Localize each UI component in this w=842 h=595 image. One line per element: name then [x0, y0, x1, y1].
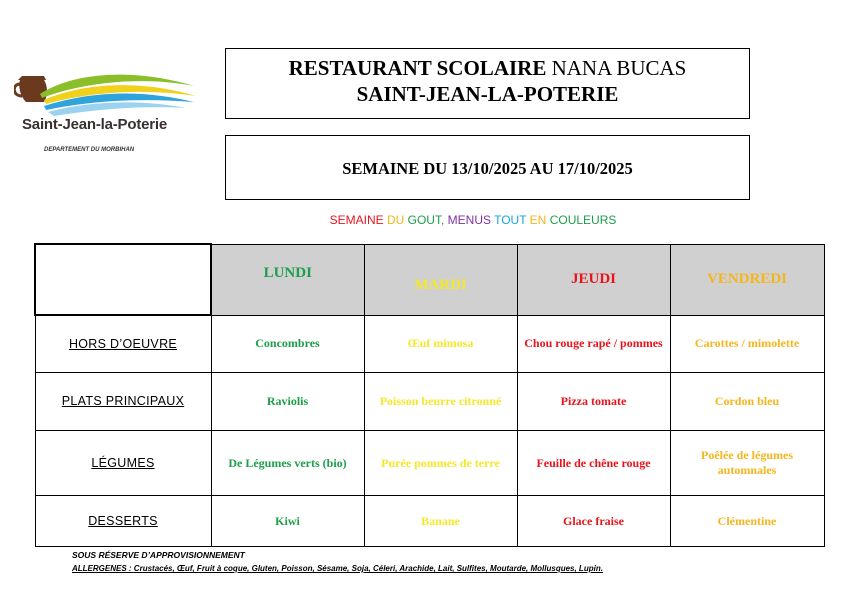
menu-cell: Carottes / mimolette — [670, 315, 824, 373]
menu-cell: Concombres — [211, 315, 364, 373]
menu-table — [34, 243, 825, 547]
menu-cell: Poisson beurre citronné — [364, 373, 517, 431]
table-header-row — [35, 244, 824, 315]
subtitle-word: EN — [529, 213, 550, 227]
menu-cell: Poêlée de légumes automnales — [670, 431, 824, 496]
restaurant-title-name: NANA BUCAS — [551, 56, 687, 80]
restaurant-title-bold: RESTAURANT SCOLAIRE — [288, 56, 547, 80]
subtitle-word: GOUT, — [407, 213, 448, 227]
day-header-lundi: LUNDI — [211, 244, 364, 315]
subtitle-word: MENUS — [447, 213, 495, 227]
menu-cell: Banane — [364, 496, 517, 547]
menu-cell: Pizza tomate — [517, 373, 670, 431]
allergens-list: Crustacés, Œuf, Fruit à coque, Gluten, Poisson, Sésame, Soja, Céleri, Arachide, Lait, Sulfites, Moutarde, Mollusques, Lupin. — [133, 564, 603, 573]
theme-subtitle — [0, 213, 842, 227]
menu-cell: De Légumes verts (bio) — [211, 431, 364, 496]
day-header-vendredi: VENDREDI — [670, 244, 824, 315]
menu-cell: Purée pommes de terre — [364, 431, 517, 496]
menu-cell: Kiwi — [211, 496, 364, 547]
day-header-jeudi: JEUDI — [517, 244, 670, 315]
allergens-line — [72, 564, 603, 573]
allergens-label: ALLERGENES : — [72, 564, 132, 573]
table-row — [35, 373, 824, 431]
logo-department: DEPARTEMENT DU MORBIHAN — [44, 147, 135, 153]
menu-cell: Chou rouge rapé / pommes — [517, 315, 670, 373]
menu-cell: Raviolis — [211, 373, 364, 431]
subtitle-word: TOUT — [494, 213, 530, 227]
row-label-hors-doeuvre: HORS D’OEUVRE — [35, 315, 211, 373]
table-corner-cell — [35, 244, 211, 315]
supply-note: SOUS RÉSERVE D’APPROVISIONNEMENT — [72, 550, 245, 560]
row-label-legumes: LÉGUMES — [35, 431, 211, 496]
table-row — [35, 496, 824, 547]
restaurant-title — [226, 55, 749, 81]
week-label: SEMAINE DU 13/10/2025 AU 17/10/2025 — [342, 159, 633, 178]
table-row — [35, 315, 824, 373]
subtitle-word: SEMAINE — [329, 213, 387, 227]
subtitle-word: COULEURS — [549, 213, 617, 227]
town-title: SAINT-JEAN-LA-POTERIE — [356, 82, 619, 106]
menu-cell: Cordon bleu — [670, 373, 824, 431]
week-box — [225, 135, 750, 200]
row-label-plats-principaux: PLATS PRINCIPAUX — [35, 373, 211, 431]
pottery-landscape-icon — [14, 66, 214, 116]
menu-cell: Glace fraise — [517, 496, 670, 547]
menu-cell: Feuille de chêne rouge — [517, 431, 670, 496]
row-label-desserts: DESSERTS — [35, 496, 211, 547]
table-row — [35, 431, 824, 496]
subtitle-word: DU — [386, 213, 408, 227]
day-header-mardi: MARDI — [364, 244, 517, 315]
logo-town-name: Saint-Jean-la-Poterie — [22, 116, 168, 133]
restaurant-title-box — [225, 48, 750, 119]
town-logo — [14, 66, 214, 158]
menu-cell: Clémentine — [670, 496, 824, 547]
menu-cell: Œuf mimosa — [364, 315, 517, 373]
